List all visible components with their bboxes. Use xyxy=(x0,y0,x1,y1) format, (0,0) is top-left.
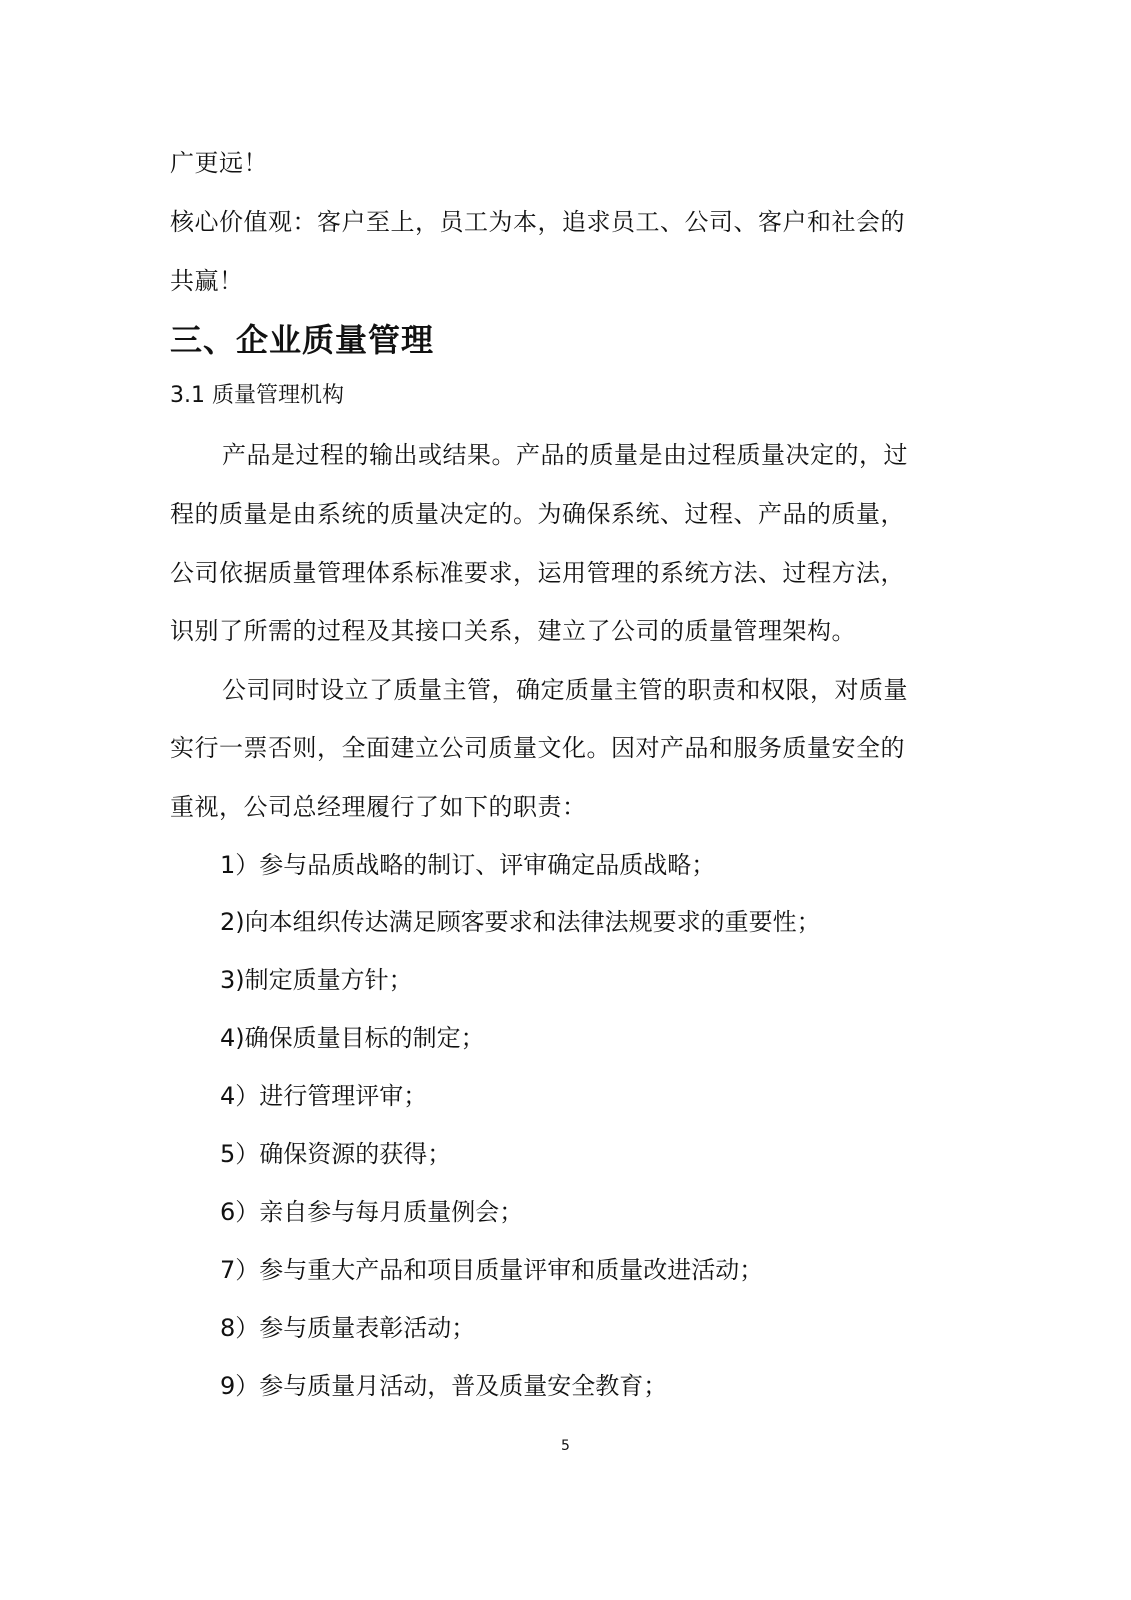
section-heading: 三、企业质量管理 xyxy=(170,321,435,359)
list-item: 4）进行管理评审； xyxy=(220,1082,428,1110)
list-item: 9）参与质量月活动，普及质量安全教育； xyxy=(220,1372,668,1400)
text-line: 共赢！ xyxy=(170,267,244,295)
list-item: 2)向本组织传达满足顾客要求和法律法规要求的重要性； xyxy=(220,908,821,936)
page-number: 5 xyxy=(561,1438,570,1454)
paragraph-line: 产品是过程的输出或结果。产品的质量是由过程质量决定的，过 xyxy=(222,441,908,469)
list-item: 6）亲自参与每月质量例会； xyxy=(220,1198,524,1226)
list-item: 5）确保资源的获得； xyxy=(220,1140,452,1168)
paragraph-line: 重视，公司总经理履行了如下的职责： xyxy=(170,793,587,821)
text-line: 核心价值观：客户至上，员工为本，追求员工、公司、客户和社会的 xyxy=(170,208,905,236)
paragraph-line: 公司同时设立了质量主管，确定质量主管的职责和权限，对质量 xyxy=(222,676,908,704)
list-item: 7）参与重大产品和项目质量评审和质量改进活动； xyxy=(220,1256,764,1284)
paragraph-line: 实行一票否则，全面建立公司质量文化。因对产品和服务质量安全的 xyxy=(170,734,905,762)
list-item: 8）参与质量表彰活动； xyxy=(220,1314,476,1342)
list-item: 1）参与品质战略的制订、评审确定品质战略； xyxy=(220,851,716,879)
paragraph-line: 识别了所需的过程及其接口关系，建立了公司的质量管理架构。 xyxy=(170,617,856,645)
text-line: 广更远！ xyxy=(170,149,268,177)
paragraph-line: 公司依据质量管理体系标准要求，运用管理的系统方法、过程方法， xyxy=(170,559,905,587)
paragraph-line: 程的质量是由系统的质量决定的。为确保系统、过程、产品的质量， xyxy=(170,500,905,528)
subsection-heading: 3.1 质量管理机构 xyxy=(170,383,344,408)
list-item: 3)制定质量方针； xyxy=(220,966,413,994)
list-item: 4)确保质量目标的制定； xyxy=(220,1024,485,1052)
